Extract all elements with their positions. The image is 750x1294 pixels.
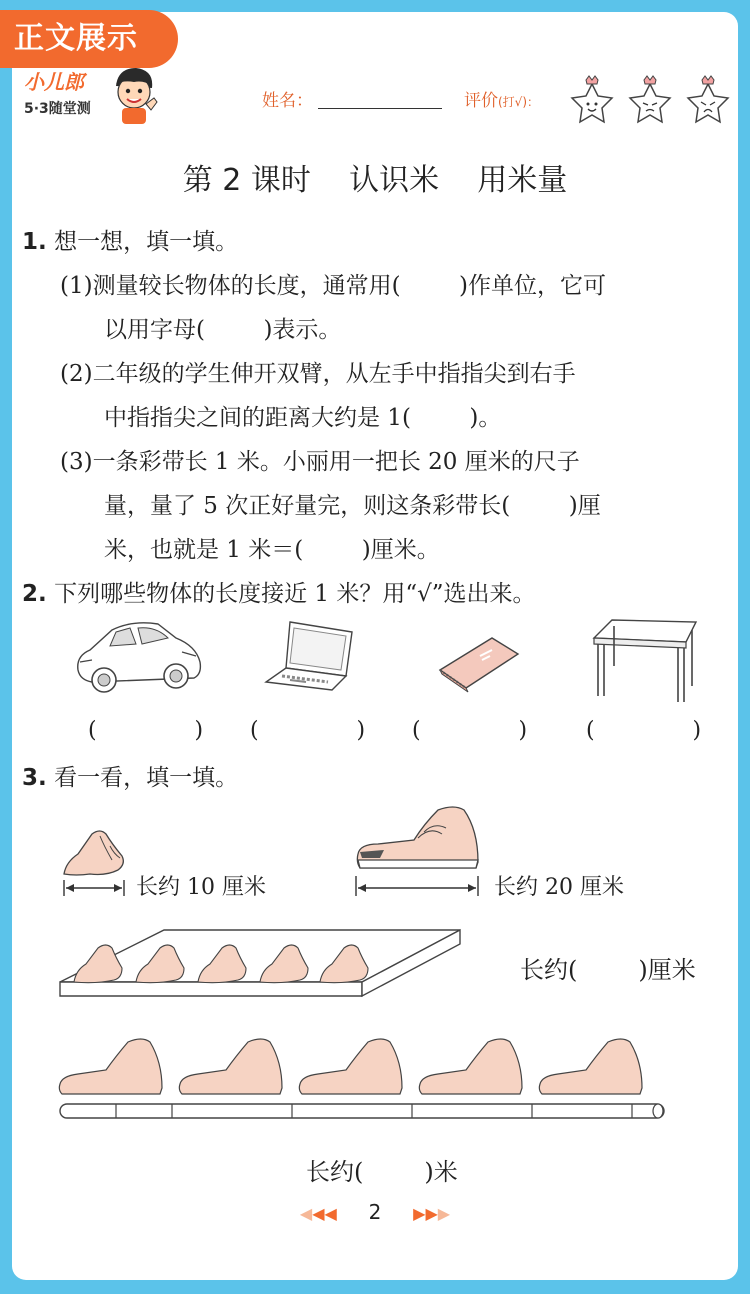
evaluation-label-text: 评价 xyxy=(464,91,498,111)
board-with-hands-image xyxy=(56,926,464,1002)
answer-paren-laptop[interactable]: ( ) xyxy=(250,718,366,743)
next-arrow-icon-3[interactable]: ▶ xyxy=(437,1204,451,1223)
name-label: 姓名： xyxy=(262,91,313,111)
hand-length-label: 长约 10 厘米 xyxy=(136,875,266,900)
q3-stem-text: 看一看，填一填。 xyxy=(54,765,239,791)
mascot-boy-icon xyxy=(106,64,162,124)
q2-stem-text: 下列哪些物体的长度接近 1 米？用“√”选出来。 xyxy=(54,581,536,607)
lesson-title: 第 2 课时 认识米 用米量 xyxy=(182,163,568,198)
name-input-line[interactable] xyxy=(318,108,442,109)
next-arrow-icon-2[interactable]: ▶ xyxy=(425,1204,438,1223)
table-image xyxy=(588,616,702,704)
shoe-length-label: 长约 20 厘米 xyxy=(494,875,624,900)
board-length-answer[interactable]: 长约( )厘米 xyxy=(520,956,696,984)
q3-stem xyxy=(22,758,238,798)
q1-line-4[interactable]: 中指指尖之间的距离大约是 1( )。 xyxy=(104,405,502,431)
brand-name: 小儿郎 xyxy=(24,70,84,94)
q1-number: 1. xyxy=(22,229,47,255)
star-neutral-icon[interactable] xyxy=(630,76,670,122)
brand-logo xyxy=(20,64,160,124)
q1-stem-text: 想一想，填一填。 xyxy=(54,229,239,255)
page-number: 2 xyxy=(368,1200,382,1224)
pipe-length-answer[interactable]: 长约( )米 xyxy=(306,1158,458,1186)
q2-stem xyxy=(22,574,536,614)
star-sad-icon[interactable] xyxy=(688,76,728,122)
q3-number: 3. xyxy=(22,765,47,791)
q2-number: 2. xyxy=(22,581,47,607)
q1-line-6[interactable]: 量，量了 5 次正好量完，则这条彩带长( )厘 xyxy=(104,493,601,519)
evaluation-label xyxy=(464,86,539,111)
rating-stars xyxy=(566,70,736,124)
prev-arrow-icon-3[interactable]: ◀ xyxy=(324,1204,337,1223)
q1-line-5: (3)一条彩带长 1 米。小丽用一把长 20 厘米的尺子 xyxy=(60,449,580,475)
laptop-image xyxy=(262,616,358,696)
hand-span-image xyxy=(60,826,132,898)
prev-arrow-icon-2[interactable]: ◀ xyxy=(312,1204,325,1223)
answer-paren-notebook[interactable]: ( ) xyxy=(412,718,528,743)
car-image xyxy=(72,616,204,702)
q1-line-2[interactable]: 以用字母( )表示。 xyxy=(104,317,342,343)
notebook-image xyxy=(432,630,522,694)
q1-line-1[interactable]: (1)测量较长物体的长度，通常用( )作单位，它可 xyxy=(60,273,607,299)
pipe-with-shoes-image xyxy=(56,1034,670,1124)
next-arrow-icon[interactable]: ▶ xyxy=(413,1204,426,1223)
answer-paren-table[interactable]: ( ) xyxy=(586,718,702,743)
answer-paren-car[interactable]: ( ) xyxy=(88,718,204,743)
page-navigation xyxy=(0,1200,750,1224)
section-banner: 正文展示 xyxy=(0,10,178,68)
star-smile-icon[interactable] xyxy=(572,76,612,122)
q1-stem xyxy=(22,222,238,262)
q1-line-3: (2)二年级的学生伸开双臂，从左手中指指尖到右手 xyxy=(60,361,576,387)
brand-subtitle: 5·3随堂测 xyxy=(24,101,91,117)
prev-arrow-icon[interactable]: ◀ xyxy=(299,1204,313,1223)
q1-line-7[interactable]: 米，也就是 1 米＝( )厘米。 xyxy=(104,537,440,563)
evaluation-hint: (打√)： xyxy=(498,95,540,109)
shoe-image xyxy=(354,804,484,900)
